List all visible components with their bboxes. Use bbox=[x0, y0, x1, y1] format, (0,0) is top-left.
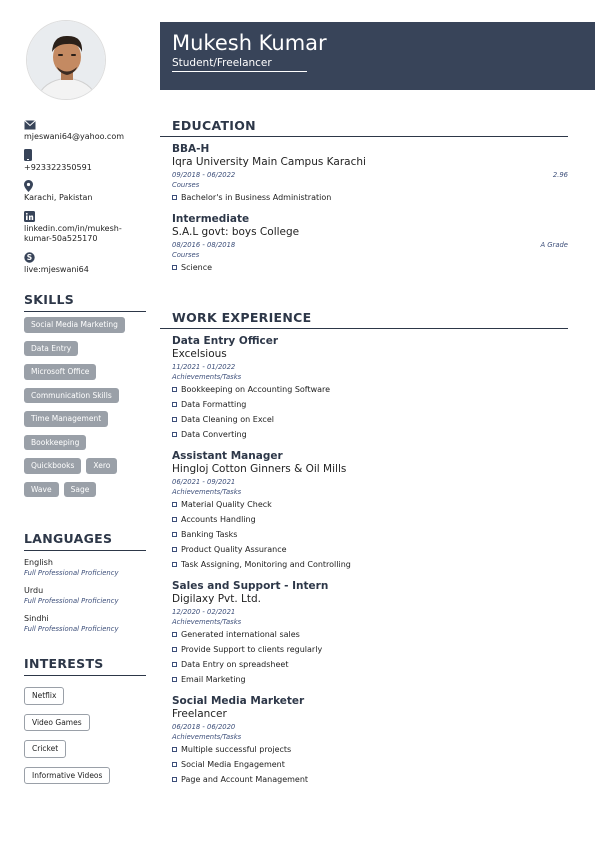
skill-tag: Xero bbox=[86, 458, 117, 474]
entry-title: BBA-H bbox=[172, 143, 210, 155]
skill-tag: Microsoft Office bbox=[24, 364, 96, 380]
entry-title: Social Media Marketer bbox=[172, 695, 305, 707]
contact-location-text: Karachi, Pakistan bbox=[24, 193, 93, 202]
interest-tag: Video Games bbox=[24, 714, 90, 732]
skill-tag: Sage bbox=[64, 482, 97, 498]
language-item bbox=[24, 614, 146, 634]
entry-sublabel: Courses bbox=[172, 181, 200, 189]
bullet-item: Banking Tasks bbox=[172, 527, 568, 542]
contact-location bbox=[24, 179, 146, 204]
languages-list bbox=[24, 558, 146, 634]
entry-organization: S.A.L govt: boys College bbox=[172, 226, 300, 238]
language-level: Full Professional Proficiency bbox=[24, 597, 119, 605]
work-heading: WORK EXPERIENCE bbox=[160, 310, 568, 329]
bullet-item: Social Media Engagement bbox=[172, 757, 568, 772]
work-entry bbox=[172, 450, 568, 572]
entry-score: 2.96 bbox=[552, 171, 568, 179]
work-entry bbox=[172, 335, 568, 442]
entry-title: Assistant Manager bbox=[172, 450, 283, 462]
bullet-item: Data Converting bbox=[172, 427, 568, 442]
language-name: English bbox=[24, 558, 53, 567]
bullet-item: Provide Support to clients regularly bbox=[172, 642, 568, 657]
entry-dates: 12/2020 - 02/2021 bbox=[172, 608, 236, 616]
education-heading: EDUCATION bbox=[160, 118, 568, 137]
person-name: Mukesh Kumar bbox=[172, 31, 327, 55]
work-entry bbox=[172, 580, 568, 687]
entry-bullets bbox=[172, 190, 568, 205]
bullet-item: Email Marketing bbox=[172, 672, 568, 687]
language-name: Urdu bbox=[24, 586, 44, 595]
interests-heading: INTERESTS bbox=[24, 656, 146, 676]
entry-bullets bbox=[172, 497, 568, 572]
bullet-item: Bachelor's in Business Administration bbox=[172, 190, 568, 205]
interest-tag: Informative Videos bbox=[24, 767, 110, 785]
skill-tag: Data Entry bbox=[24, 341, 78, 357]
bullet-item: Data Formatting bbox=[172, 397, 568, 412]
bullet-item: Task Assigning, Monitoring and Controlling bbox=[172, 557, 568, 572]
skill-tag: Social Media Marketing bbox=[24, 317, 125, 333]
bullet-item: Multiple successful projects bbox=[172, 742, 568, 757]
contact-phone-text: +923322350591 bbox=[24, 162, 92, 172]
bullet-item: Generated international sales bbox=[172, 627, 568, 642]
language-item bbox=[24, 558, 146, 578]
contact-phone[interactable] bbox=[24, 149, 146, 174]
entry-organization: Excelsious bbox=[172, 348, 227, 360]
entry-meta bbox=[172, 362, 568, 372]
interest-tag: Cricket bbox=[24, 740, 66, 758]
entry-sublabel: Achievements/Tasks bbox=[172, 733, 242, 741]
entry-bullets bbox=[172, 742, 568, 787]
contact-email[interactable] bbox=[24, 118, 146, 143]
entry-dates: 06/2018 - 06/2020 bbox=[172, 723, 236, 731]
language-level: Full Professional Proficiency bbox=[24, 569, 119, 577]
entry-organization: Hingloj Cotton Ginners & Oil Mills bbox=[172, 463, 347, 475]
bullet-item: Material Quality Check bbox=[172, 497, 568, 512]
location-icon bbox=[24, 179, 146, 192]
entry-organization: Iqra University Main Campus Karachi bbox=[172, 156, 366, 168]
bullet-item: Accounts Handling bbox=[172, 512, 568, 527]
svg-text:S: S bbox=[26, 252, 33, 262]
skills-heading: SKILLS bbox=[24, 292, 146, 312]
contact-linkedin[interactable] bbox=[24, 210, 146, 245]
contact-linkedin-text: linkedin.com/in/mukesh-kumar-50a525170 bbox=[24, 223, 122, 243]
interests-list bbox=[24, 683, 146, 789]
entry-title: Intermediate bbox=[172, 213, 250, 225]
education-entry bbox=[172, 143, 568, 205]
entry-meta bbox=[172, 170, 568, 180]
entry-sublabel: Achievements/Tasks bbox=[172, 618, 242, 626]
entry-organization: Freelancer bbox=[172, 708, 227, 720]
contact-email-text: mjeswani64@yahoo.com bbox=[24, 132, 125, 141]
language-item bbox=[24, 586, 146, 606]
entry-title: Sales and Support - Intern bbox=[172, 580, 329, 592]
entry-bullets bbox=[172, 382, 568, 442]
entry-meta bbox=[172, 477, 568, 487]
entry-meta bbox=[172, 722, 568, 732]
bullet-item: Data Entry on spreadsheet bbox=[172, 657, 568, 672]
skill-tag: Wave bbox=[24, 482, 59, 498]
entry-title: Data Entry Officer bbox=[172, 335, 279, 347]
entry-meta bbox=[172, 607, 568, 617]
header-banner bbox=[160, 22, 595, 90]
entry-bullets bbox=[172, 627, 568, 687]
entry-sublabel: Achievements/Tasks bbox=[172, 488, 242, 496]
phone-icon bbox=[24, 149, 146, 162]
entry-sublabel: Achievements/Tasks bbox=[172, 373, 242, 381]
skill-tag: Quickbooks bbox=[24, 458, 81, 474]
contact-skype[interactable] bbox=[24, 251, 146, 276]
skill-tag: Communication Skills bbox=[24, 388, 119, 404]
entry-dates: 09/2018 - 06/2022 bbox=[172, 171, 236, 179]
education-section bbox=[172, 118, 568, 275]
entry-bullets bbox=[172, 260, 568, 275]
bullet-item: Page and Account Management bbox=[172, 772, 568, 787]
bullet-item: Science bbox=[172, 260, 568, 275]
work-section bbox=[172, 310, 568, 787]
bullet-item: Bookkeeping on Accounting Software bbox=[172, 382, 568, 397]
person-role: Student/Freelancer bbox=[172, 57, 307, 72]
bullet-item: Product Quality Assurance bbox=[172, 542, 568, 557]
sidebar bbox=[24, 20, 146, 789]
language-level: Full Professional Proficiency bbox=[24, 625, 119, 633]
profile-photo-image bbox=[27, 21, 106, 100]
entry-dates: 06/2021 - 09/2021 bbox=[172, 478, 236, 486]
language-name: Sindhi bbox=[24, 614, 49, 623]
entry-organization: Digilaxy Pvt. Ltd. bbox=[172, 593, 262, 605]
skill-tag: Time Management bbox=[24, 411, 108, 427]
linkedin-icon bbox=[24, 210, 146, 223]
bullet-item: Data Cleaning on Excel bbox=[172, 412, 568, 427]
contact-list bbox=[24, 118, 146, 275]
entry-dates: 08/2016 - 08/2018 bbox=[172, 241, 236, 249]
profile-photo bbox=[26, 20, 106, 100]
entry-sublabel: Courses bbox=[172, 251, 200, 259]
education-entry bbox=[172, 213, 568, 275]
skype-icon bbox=[24, 251, 146, 264]
work-entry bbox=[172, 695, 568, 787]
skill-tag: Bookkeeping bbox=[24, 435, 86, 451]
languages-heading: LANGUAGES bbox=[24, 531, 146, 551]
entry-meta bbox=[172, 240, 568, 250]
email-icon bbox=[24, 118, 146, 131]
interest-tag: Netflix bbox=[24, 687, 64, 705]
skills-list bbox=[24, 317, 146, 505]
contact-skype-text: live:mjeswani64 bbox=[24, 264, 89, 274]
entry-score: A Grade bbox=[540, 241, 568, 249]
entry-dates: 11/2021 - 01/2022 bbox=[172, 363, 236, 371]
